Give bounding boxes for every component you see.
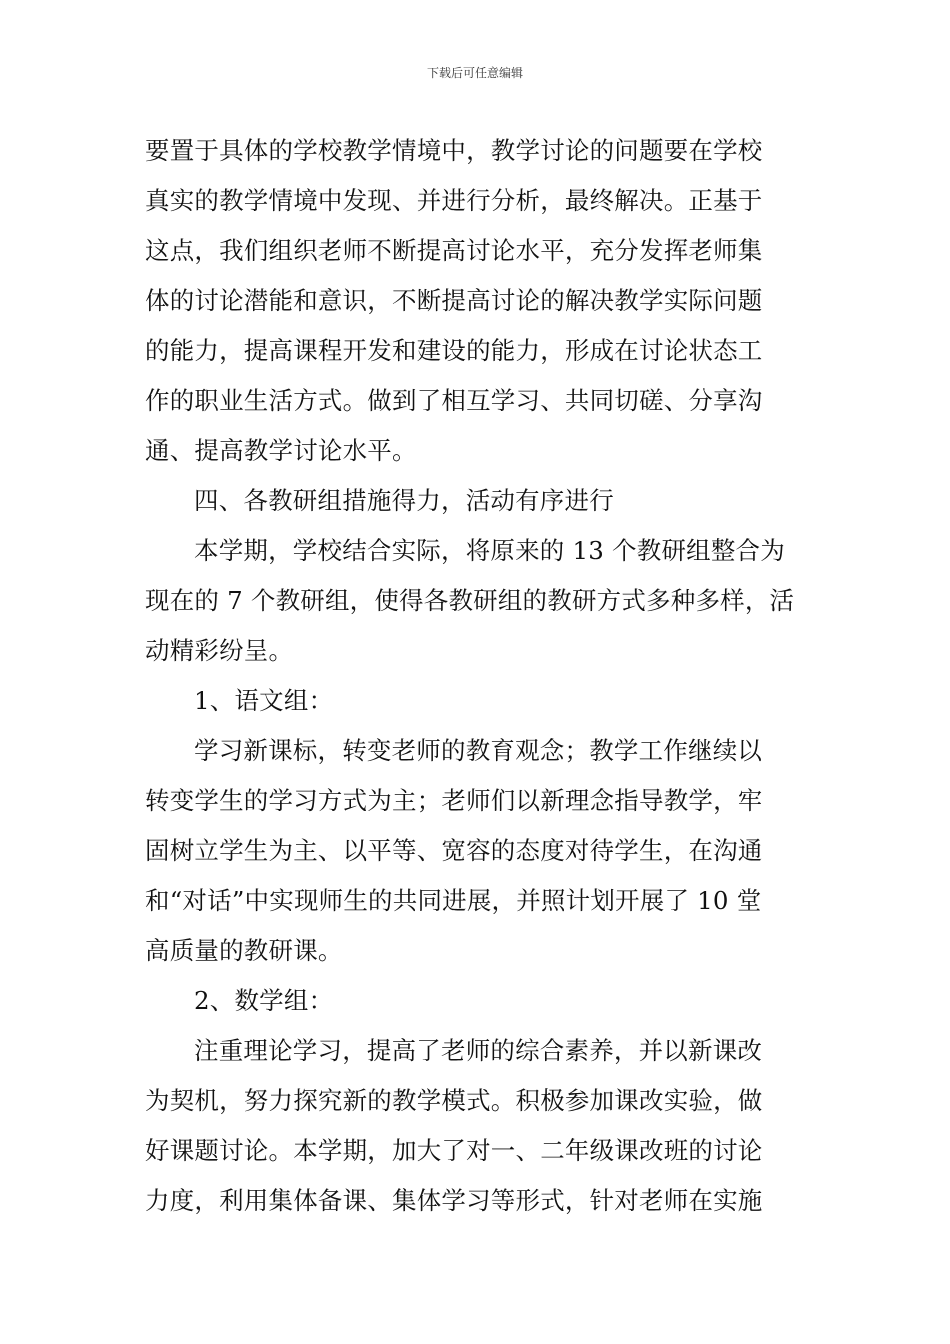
text-line: 好课题讨论。本学期，加大了对一、二年级课改班的讨论 [145, 1136, 763, 1165]
text-line: 固树立学生为主、以平等、宽容的态度对待学生，在沟通 [145, 836, 763, 865]
text-line: 通、提高教学讨论水平。 [145, 436, 417, 465]
text-line: 高质量的教研课。 [145, 936, 343, 965]
text-line: 为契机，努力探究新的教学模式。积极参加课改实验，做 [145, 1086, 763, 1115]
document-body [145, 126, 807, 1226]
page-header: 下载后可任意编辑 [426, 66, 523, 80]
text-line: 作的职业生活方式。做到了相互学习、共同切磋、分享沟 [145, 386, 763, 415]
text-line: 的能力，提高课程开发和建设的能力，形成在讨论状态工 [145, 336, 763, 365]
text-line: 本学期，学校结合实际，将原来的 13 个教研组整合为 [194, 536, 785, 565]
text-line: 动精彩纷呈。 [145, 636, 294, 665]
text-line: 真实的教学情境中发现、并进行分析，最终解决。正基于 [145, 186, 763, 215]
text-line: 现在的 7 个教研组，使得各教研组的教研方式多种多样，活 [145, 586, 795, 615]
text-line: 2、数学组： [194, 986, 334, 1015]
text-line: 和“对话”中实现师生的共同进展，并照计划开展了 10 堂 [145, 886, 762, 915]
text-line: 体的讨论潜能和意识，不断提高讨论的解决教学实际问题 [145, 286, 763, 315]
text-line: 学习新课标，转变老师的教育观念；教学工作继续以 [194, 736, 763, 765]
text-line: 要置于具体的学校教学情境中，教学讨论的问题要在学校 [145, 136, 763, 165]
text-line: 1、语文组： [194, 686, 334, 715]
text-line: 这点，我们组织老师不断提高讨论水平，充分发挥老师集 [145, 236, 763, 265]
text-line: 力度，利用集体备课、集体学习等形式，针对老师在实施 [145, 1186, 763, 1215]
text-line: 四、各教研组措施得力，活动有序进行 [194, 486, 614, 515]
text-line: 注重理论学习，提高了老师的综合素养，并以新课改 [194, 1036, 763, 1065]
text-line: 转变学生的学习方式为主；老师们以新理念指导教学，牢 [145, 786, 763, 815]
